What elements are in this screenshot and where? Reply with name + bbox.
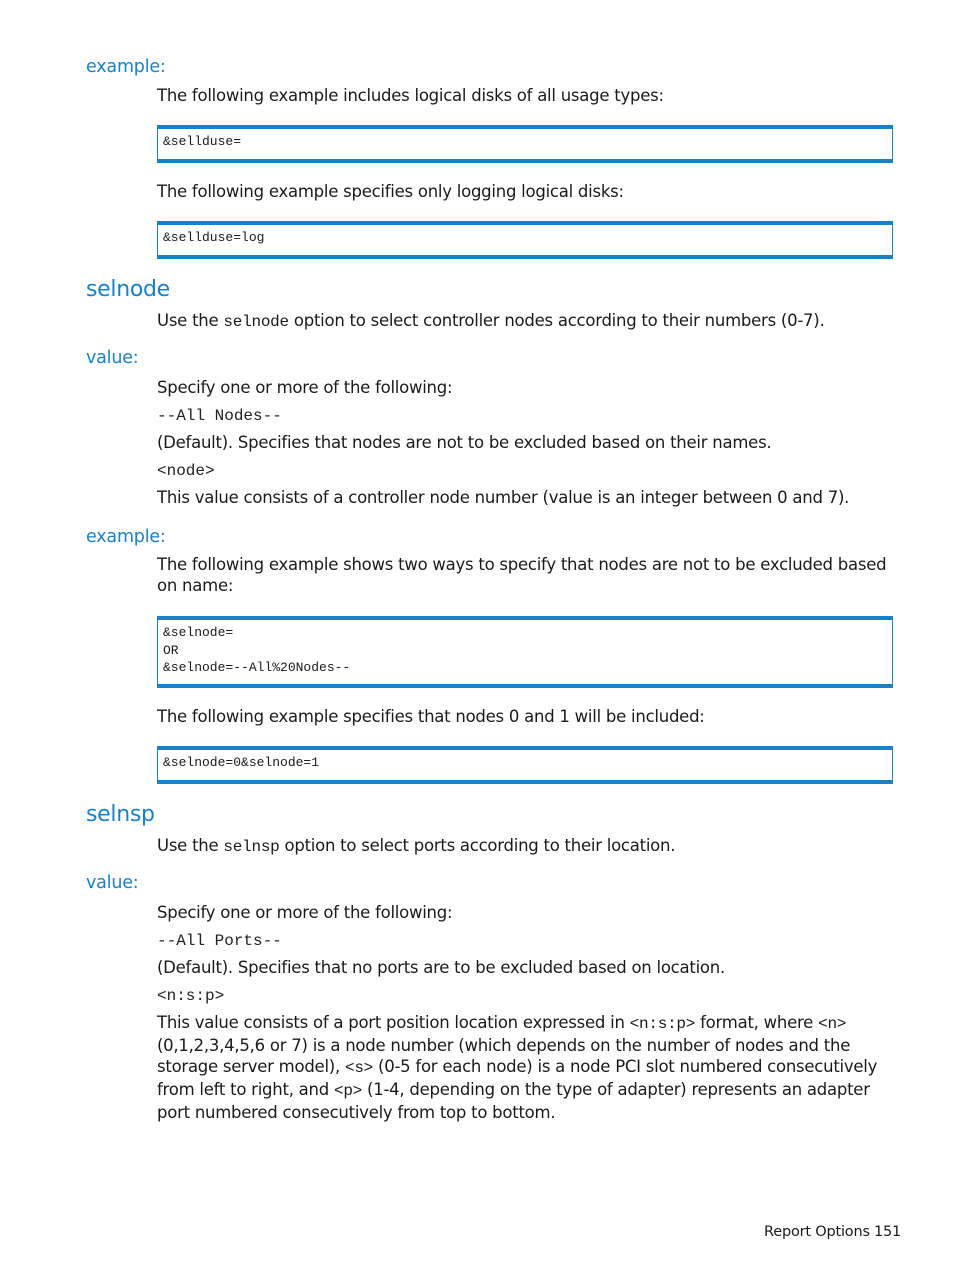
- code-block: [157, 616, 893, 688]
- code-block: [157, 746, 893, 784]
- intro-text: Use the: [157, 311, 224, 330]
- desc-text: (0-5 for each node) is a node PCI slot numbered consecutively from left to right, and: [157, 1057, 878, 1099]
- desc-text: format, where: [695, 1013, 819, 1032]
- example-paragraph: The following example specifies that nodes 0 and 1 will be included:: [157, 707, 705, 726]
- example-heading: example:: [86, 57, 166, 77]
- option-name: <node>: [157, 462, 215, 480]
- intro-text: option to select ports according to their location.: [279, 836, 676, 855]
- example-paragraph: The following example specifies only logging logical disks:: [157, 182, 624, 201]
- code-block: [157, 221, 893, 259]
- inline-code: selnode: [223, 313, 289, 331]
- code-line: &selnode=0&selnode=1: [163, 755, 320, 770]
- value-heading: value:: [86, 873, 139, 893]
- value-heading: value:: [86, 348, 139, 368]
- option-description: [157, 1012, 897, 1123]
- option-name: <n:s:p>: [157, 987, 225, 1005]
- code-line: &selnode=--All%20Nodes--: [163, 660, 351, 675]
- inline-code: <n:s:p>: [629, 1015, 696, 1033]
- selnode-intro: [157, 310, 897, 333]
- inline-code: selnsp: [223, 838, 280, 856]
- code-line: &selnode=: [163, 625, 234, 640]
- footer-section-name: Report Options: [764, 1224, 870, 1240]
- inline-code: <s>: [344, 1059, 374, 1077]
- value-intro: Specify one or more of the following:: [157, 903, 453, 922]
- example-heading: example:: [86, 527, 166, 547]
- desc-text: (1-4, depending on the type of adapter) represents an adapter port numbered consecutively from top to bottom.: [157, 1080, 870, 1122]
- code-line: &sellduse=log: [163, 230, 265, 245]
- option-name: --All Nodes--: [157, 407, 282, 425]
- code-line: OR: [163, 642, 179, 658]
- code-line: &sellduse=: [163, 134, 242, 149]
- value-intro: Specify one or more of the following:: [157, 378, 453, 397]
- section-title-selnode: selnode: [86, 277, 170, 302]
- inline-code: <n>: [818, 1015, 847, 1033]
- option-description: (Default). Specifies that nodes are not to be excluded based on their names.: [157, 433, 772, 452]
- selnsp-intro: [157, 835, 897, 858]
- option-name: --All Ports--: [157, 932, 282, 950]
- desc-text: (0,1,2,3,4,5,6 or 7) is a node number (which depends on the number of nodes and the storage server model),: [157, 1036, 851, 1076]
- option-description: (Default). Specifies that no ports are to be excluded based on location.: [157, 958, 725, 977]
- intro-text: Use the: [157, 836, 224, 855]
- example-paragraph: The following example includes logical disks of all usage types:: [157, 86, 664, 105]
- inline-code: <p>: [333, 1082, 363, 1100]
- option-description: This value consists of a controller node number (value is an integer between 0 and 7).: [157, 488, 850, 507]
- code-block: [157, 125, 893, 163]
- example-paragraph: The following example shows two ways to specify that nodes are not to be excluded based on name:: [157, 555, 887, 595]
- page-number: 151: [874, 1224, 902, 1240]
- section-title-selnsp: selnsp: [86, 802, 155, 827]
- intro-text: option to select controller nodes according to their numbers (0-7).: [288, 311, 825, 330]
- desc-text: This value consists of a port position location expressed in: [157, 1013, 630, 1032]
